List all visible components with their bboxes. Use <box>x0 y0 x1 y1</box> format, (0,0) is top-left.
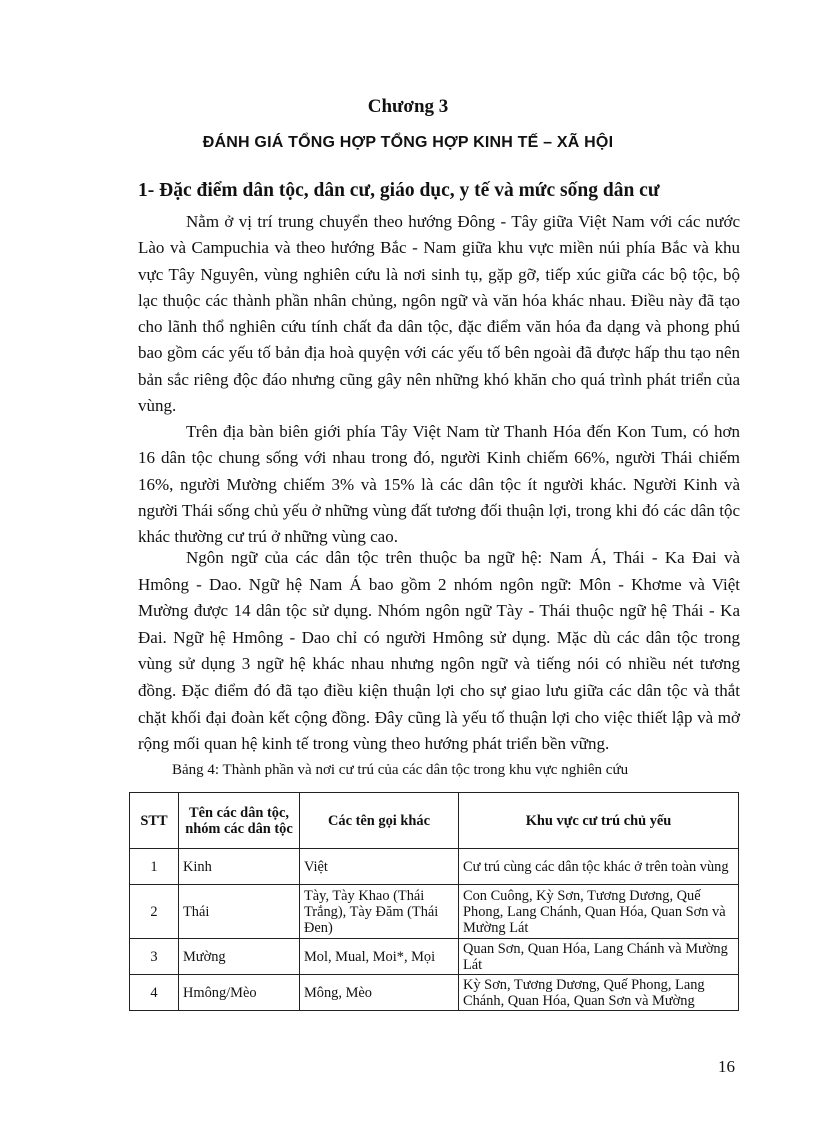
section-heading: 1- Đặc điểm dân tộc, dân cư, giáo dục, y tế và mức sống dân cư <box>138 180 660 201</box>
table-row <box>130 849 739 885</box>
table-caption: Bảng 4: Thành phần và nơi cư trú của các dân tộc trong khu vực nghiên cứu <box>172 762 629 778</box>
header-cell: Các tên gọi khác <box>300 793 459 849</box>
table-header-row <box>130 793 739 849</box>
table-row <box>130 885 739 939</box>
page-number: 16 <box>718 1057 735 1076</box>
paragraph: Nằm ở vị trí trung chuyển theo hướng Đông - Tây giữa Việt Nam với các nước Lào và Campuchia và theo hướng Bắc - Nam giữa khu vực miền núi phía Bắc và khu vực Tây Nguyên, vùng nghiên cứu là nơi sinh tụ, gặp gỡ, tiếp xúc giữa các bộ tộc, bộ lạc thuộc các thành phần nhân chủng, ngôn ngữ và văn hóa khác nhau. Điều này đã tạo cho lãnh thổ nghiên cứu tính chất đa dân tộc, đặc điểm văn hóa đa dạng và phong phú bao gồm các yếu tố bản địa hoà quyện với các yếu tố bên ngoài đã được hấp thu tạo nên bản sắc riêng độc đáo nhưng cũng gây nên những khó khăn cho quá trình phát triển của vùng. <box>138 212 740 416</box>
table-cell: Việt <box>300 849 459 885</box>
table-cell: Mol, Mual, Moi*, Mọi <box>300 939 459 975</box>
table-cell: Mông, Mèo <box>300 975 459 1011</box>
table-cell: Kỳ Sơn, Tương Dương, Quế Phong, Lang Chánh, Quan Hóa, Quan Sơn và Mường <box>459 975 739 1011</box>
table-cell: Hmông/Mèo <box>179 975 300 1011</box>
chapter-label: Chương 3 <box>367 96 449 117</box>
paragraph: Ngôn ngữ của các dân tộc trên thuộc ba ngữ hệ: Nam Á, Thái - Ka Đai và Hmông - Dao. Ngữ hệ Nam Á bao gồm 2 nhóm ngôn ngữ: Môn - Khơme và Việt Mường được 14 dân tộc sử dụng. Nhóm ngôn ngữ Tày - Thái thuộc ngữ hệ Thái - Ka Đai. Ngữ hệ Hmông - Dao chỉ có người Hmông sử dụng. Mặc dù các dân tộc trong vùng sử dụng 3 ngữ hệ khác nhau nhưng ngôn ngữ và tiếng nói có nhiều nét tương đồng. Đặc điểm đó đã tạo điều kiện thuận lợi cho sự giao lưu giữa các dân tộc và thắt chặt khối đại đoàn kết cộng đồng. Đây cũng là yếu tố thuận lợi cho việc thiết lập và mở rộng mối quan hệ kinh tế trong vùng theo hướng phát triển bền vững. <box>138 548 740 754</box>
table-cell: Mường <box>179 939 300 975</box>
ethnic-groups-table <box>129 792 739 1011</box>
header-cell: Khu vực cư trú chủ yếu <box>459 793 739 849</box>
table-cell: 1 <box>130 849 179 885</box>
table-row <box>130 939 739 975</box>
table-row <box>130 975 739 1011</box>
table-cell: Cư trú cùng các dân tộc khác ở trên toàn vùng <box>459 849 739 885</box>
chapter-title: ĐÁNH GIÁ TỔNG HỢP TỔNG HỢP KINH TẾ – XÃ HỘI <box>202 134 614 151</box>
header-cell: Tên các dân tộc, nhóm các dân tộc <box>179 793 300 849</box>
header-cell: STT <box>130 793 179 849</box>
table-cell: 3 <box>130 939 179 975</box>
table-cell: Kinh <box>179 849 300 885</box>
table-cell: Thái <box>179 885 300 939</box>
table-cell: 4 <box>130 975 179 1011</box>
table-cell: 2 <box>130 885 179 939</box>
table-cell: Quan Sơn, Quan Hóa, Lang Chánh và Mường Lát <box>459 939 739 975</box>
paragraph: Trên địa bàn biên giới phía Tây Việt Nam từ Thanh Hóa đến Kon Tum, có hơn 16 dân tộc chung sống với nhau trong đó, người Kinh chiếm 66%, người Thái chiếm 16%, người Mường chiếm 3% và 15% là các dân tộc ít người khác. Người Kinh và người Thái sống chủ yếu ở những vùng đất tương đối thuận lợi, trong khi đó các dân tộc khác thường cư trú ở những vùng cao. <box>138 422 740 547</box>
table-cell: Tày, Tày Khao (Thái Trắng), Tày Đăm (Thái Đen) <box>300 885 459 939</box>
table-cell: Con Cuông, Kỳ Sơn, Tương Dương, Quế Phong, Lang Chánh, Quan Hóa, Quan Sơn và Mường Lát <box>459 885 739 939</box>
